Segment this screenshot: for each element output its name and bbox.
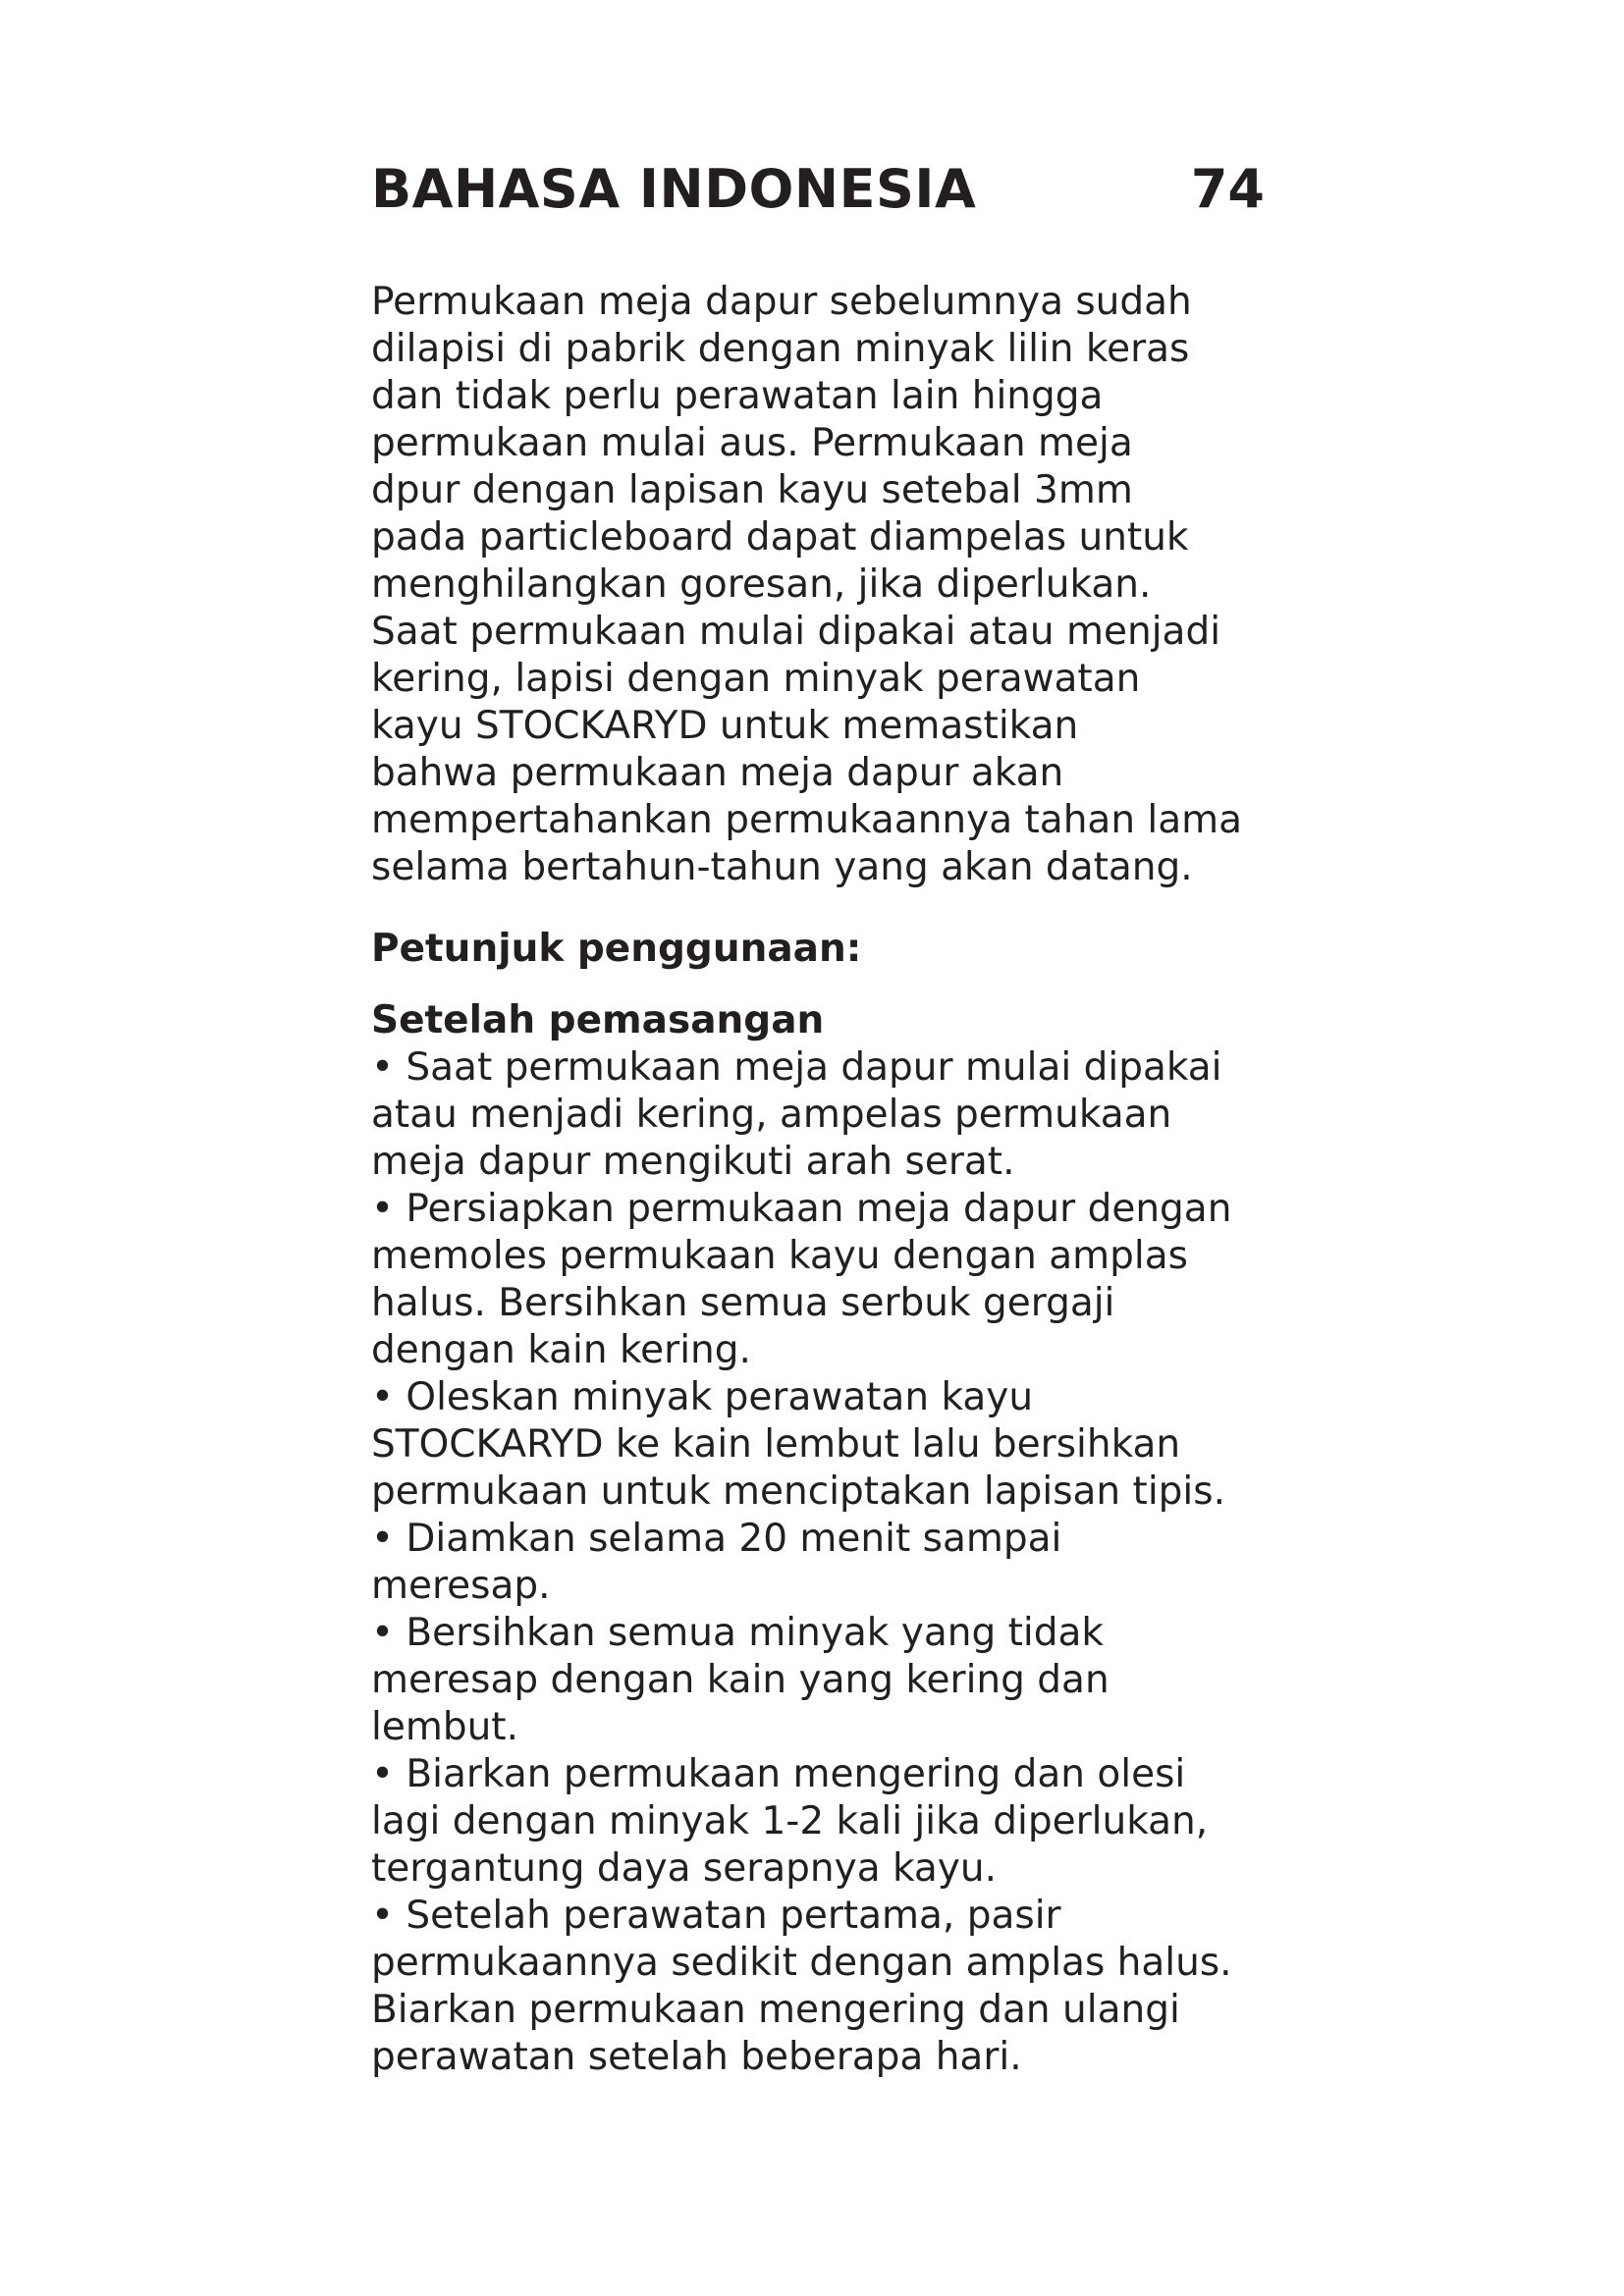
paragraph-line: dilapisi di pabrik dengan minyak lilin keras [371, 327, 1190, 371]
after-installation-section [371, 997, 1274, 2081]
section-heading: Setelah pemasangan [371, 998, 825, 1042]
instruction-line: • Diamkan selama 20 menit sampai [371, 1517, 1062, 1561]
instruction-line: atau menjadi kering, ampelas permukaan [371, 1093, 1172, 1137]
paragraph-line: menghilangkan goresan, jika diperlukan. [371, 562, 1152, 607]
paragraph-line: kering, lapisi dengan minyak perawatan [371, 657, 1141, 701]
instruction-line: Biarkan permukaan mengering dan ulangi [371, 1988, 1180, 2032]
instruction-line: perawatan setelah beberapa hari. [371, 2035, 1022, 2079]
paragraph-line: bahwa permukaan meja dapur akan [371, 751, 1064, 795]
paragraph-line: dpur dengan lapisan kayu setebal 3mm [371, 468, 1133, 512]
instruction-line: lembut. [371, 1705, 518, 1749]
paragraph-line: permukaan mulai aus. Permukaan meja [371, 421, 1133, 465]
instruction-line: • Biarkan permukaan mengering dan olesi [371, 1752, 1186, 1796]
instruction-line: • Bersihkan semua minyak yang tidak [371, 1611, 1105, 1655]
instruction-line: memoles permukaan kayu dengan amplas [371, 1234, 1188, 1278]
instruction-line: meja dapur mengikuti arah serat. [371, 1140, 1015, 1184]
paragraph-line: kayu STOCKARYD untuk memastikan [371, 704, 1079, 748]
instruction-line: meresap dengan kain yang kering dan [371, 1658, 1110, 1702]
instruction-line: permukaannya sedikit dengan amplas halus. [371, 1941, 1232, 1985]
paragraph-line: Permukaan meja dapur sebelumnya sudah [371, 280, 1192, 324]
instruction-line: permukaan untuk menciptakan lapisan tipis. [371, 1469, 1225, 1514]
paragraph-line: selama bertahun-tahun yang akan datang. [371, 845, 1193, 889]
instruction-line: • Persiapkan permukaan meja dapur dengan [371, 1187, 1232, 1231]
instruction-line: lagi dengan minyak 1-2 kali jika diperlukan, [371, 1799, 1209, 1843]
instruction-line: • Oleskan minyak perawatan kayu [371, 1375, 1034, 1419]
instruction-line: meresap. [371, 1564, 551, 1608]
instruction-line: halus. Bersihkan semua serbuk gergaji [371, 1281, 1115, 1325]
page-title: BAHASA INDONESIA [371, 158, 977, 220]
paragraph-line: Saat permukaan mulai dipakai atau menjadi [371, 610, 1221, 654]
page-number: 74 [1190, 158, 1265, 220]
usage-heading: Petunjuk penggunaan: [371, 927, 862, 971]
page-header [371, 155, 1265, 224]
instruction-line: dengan kain kering. [371, 1328, 751, 1372]
paragraph-line: mempertahankan permukaannya tahan lama [371, 798, 1243, 842]
instruction-line: • Setelah perawatan pertama, pasir [371, 1894, 1061, 1938]
instruction-line: STOCKARYD ke kain lembut lalu bersihkan [371, 1422, 1181, 1467]
paragraph-line: dan tidak perlu perawatan lain hingga [371, 374, 1104, 418]
instruction-line: tergantung daya serapnya kayu. [371, 1846, 998, 1891]
paragraph-line: pada particleboard dapat diampelas untuk [371, 515, 1189, 560]
intro-paragraph [371, 279, 1274, 891]
instruction-line: • Saat permukaan meja dapur mulai dipakai [371, 1045, 1222, 1090]
